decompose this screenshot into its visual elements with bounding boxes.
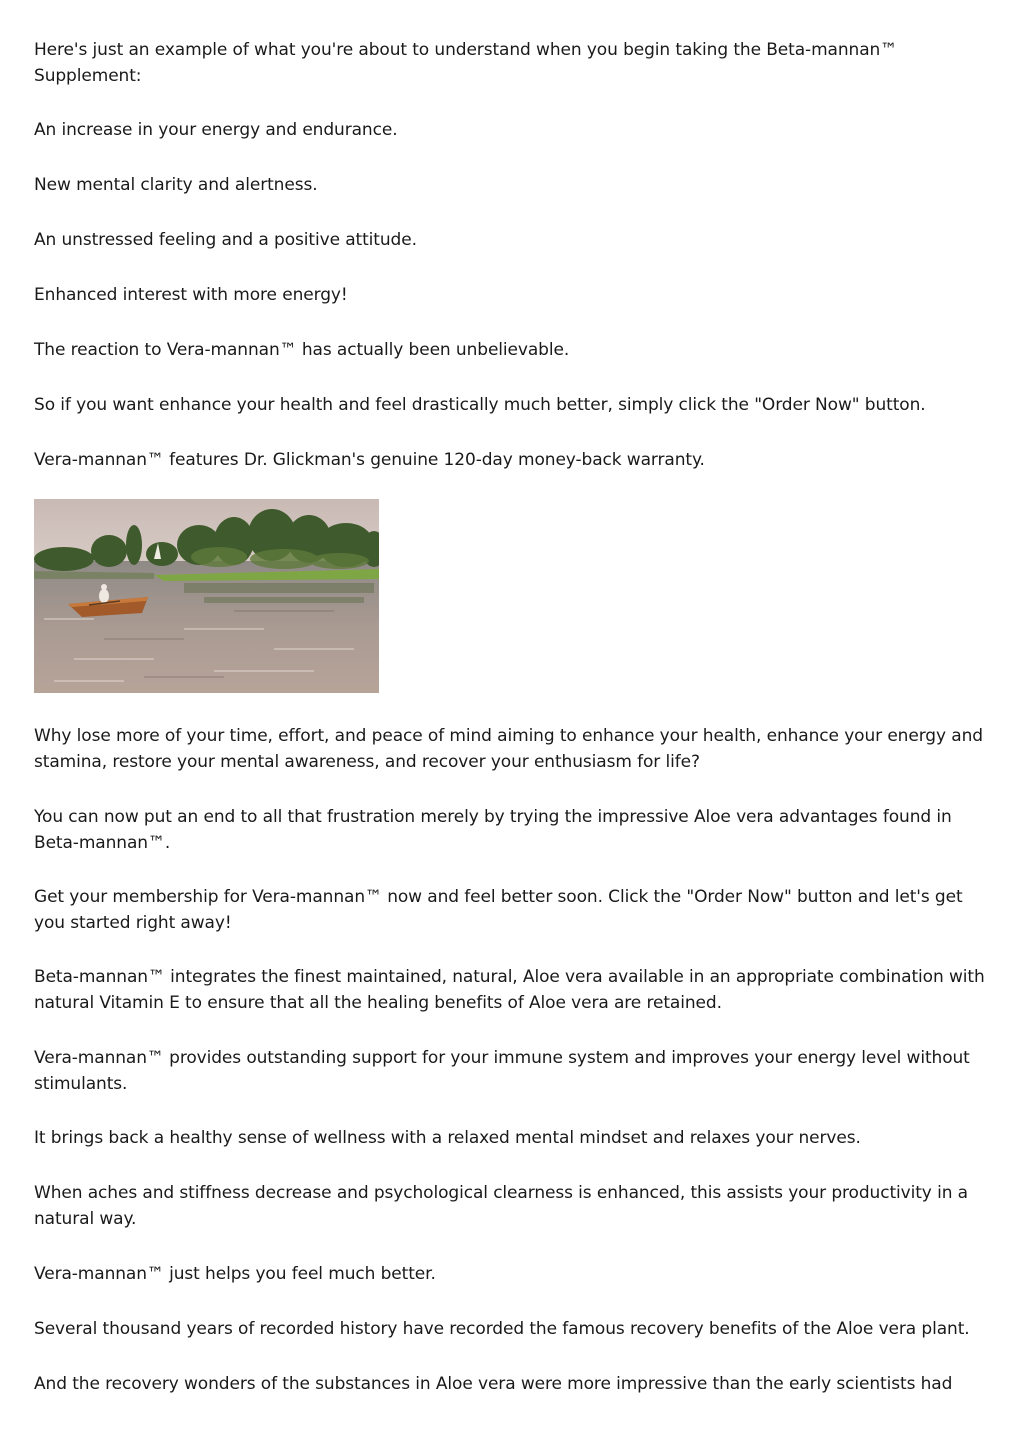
paragraph-order-now: So if you want enhance your health and feel drastically much better, simply click the "Order Now" button. [34, 395, 926, 415]
paragraph-feel-better: Vera-mannan™ just helps you feel much better. [34, 1264, 436, 1284]
paragraph-intro: Here's just an example of what you're about to understand when you begin taking the Beta-mannan™ Supplement: [34, 40, 898, 86]
paragraph-membership: Get your membership for Vera-mannan™ now and feel better soon. Click the "Order Now" button and let's get you started right away! [34, 887, 963, 933]
lake-painting-image [34, 499, 379, 693]
paragraph-end-frustration: You can now put an end to all that frustration merely by trying the impressive Aloe vera advantages found in Beta-mannan™. [34, 807, 952, 853]
paragraph-ingredients: Beta-mannan™ integrates the finest maintained, natural, Aloe vera available in an appropriate combination with natural Vitamin E to ensure that all the healing benefits of Aloe vera are retained. [34, 967, 985, 1013]
paragraph-benefit-clarity: New mental clarity and alertness. [34, 175, 318, 195]
paragraph-immune-support: Vera-mannan™ provides outstanding support for your immune system and improves your energy level without stimulants. [34, 1048, 970, 1094]
paragraph-history: Several thousand years of recorded history have recorded the famous recovery benefits of the Aloe vera plant. [34, 1319, 970, 1339]
paragraph-warranty: Vera-mannan™ features Dr. Glickman's genuine 120-day money-back warranty. [34, 450, 705, 470]
paragraph-wellness: It brings back a healthy sense of wellness with a relaxed mental mindset and relaxes your nerves. [34, 1128, 861, 1148]
paragraph-why-lose-time: Why lose more of your time, effort, and peace of mind aiming to enhance your health, enhance your energy and stamina, restore your mental awareness, and recover your enthusiasm for life? [34, 726, 983, 772]
paragraph-reaction: The reaction to Vera-mannan™ has actually been unbelievable. [34, 340, 570, 360]
paragraph-benefit-energy: An increase in your energy and endurance. [34, 120, 398, 140]
paragraph-recovery-wonders: And the recovery wonders of the substances in Aloe vera were more impressive than the early scientists had [34, 1374, 953, 1394]
paragraph-productivity: When aches and stiffness decrease and psychological clearness is enhanced, this assists your productivity in a natural way. [34, 1183, 968, 1229]
paragraph-benefit-interest: Enhanced interest with more energy! [34, 285, 348, 305]
paragraph-benefit-attitude: An unstressed feeling and a positive attitude. [34, 230, 417, 250]
